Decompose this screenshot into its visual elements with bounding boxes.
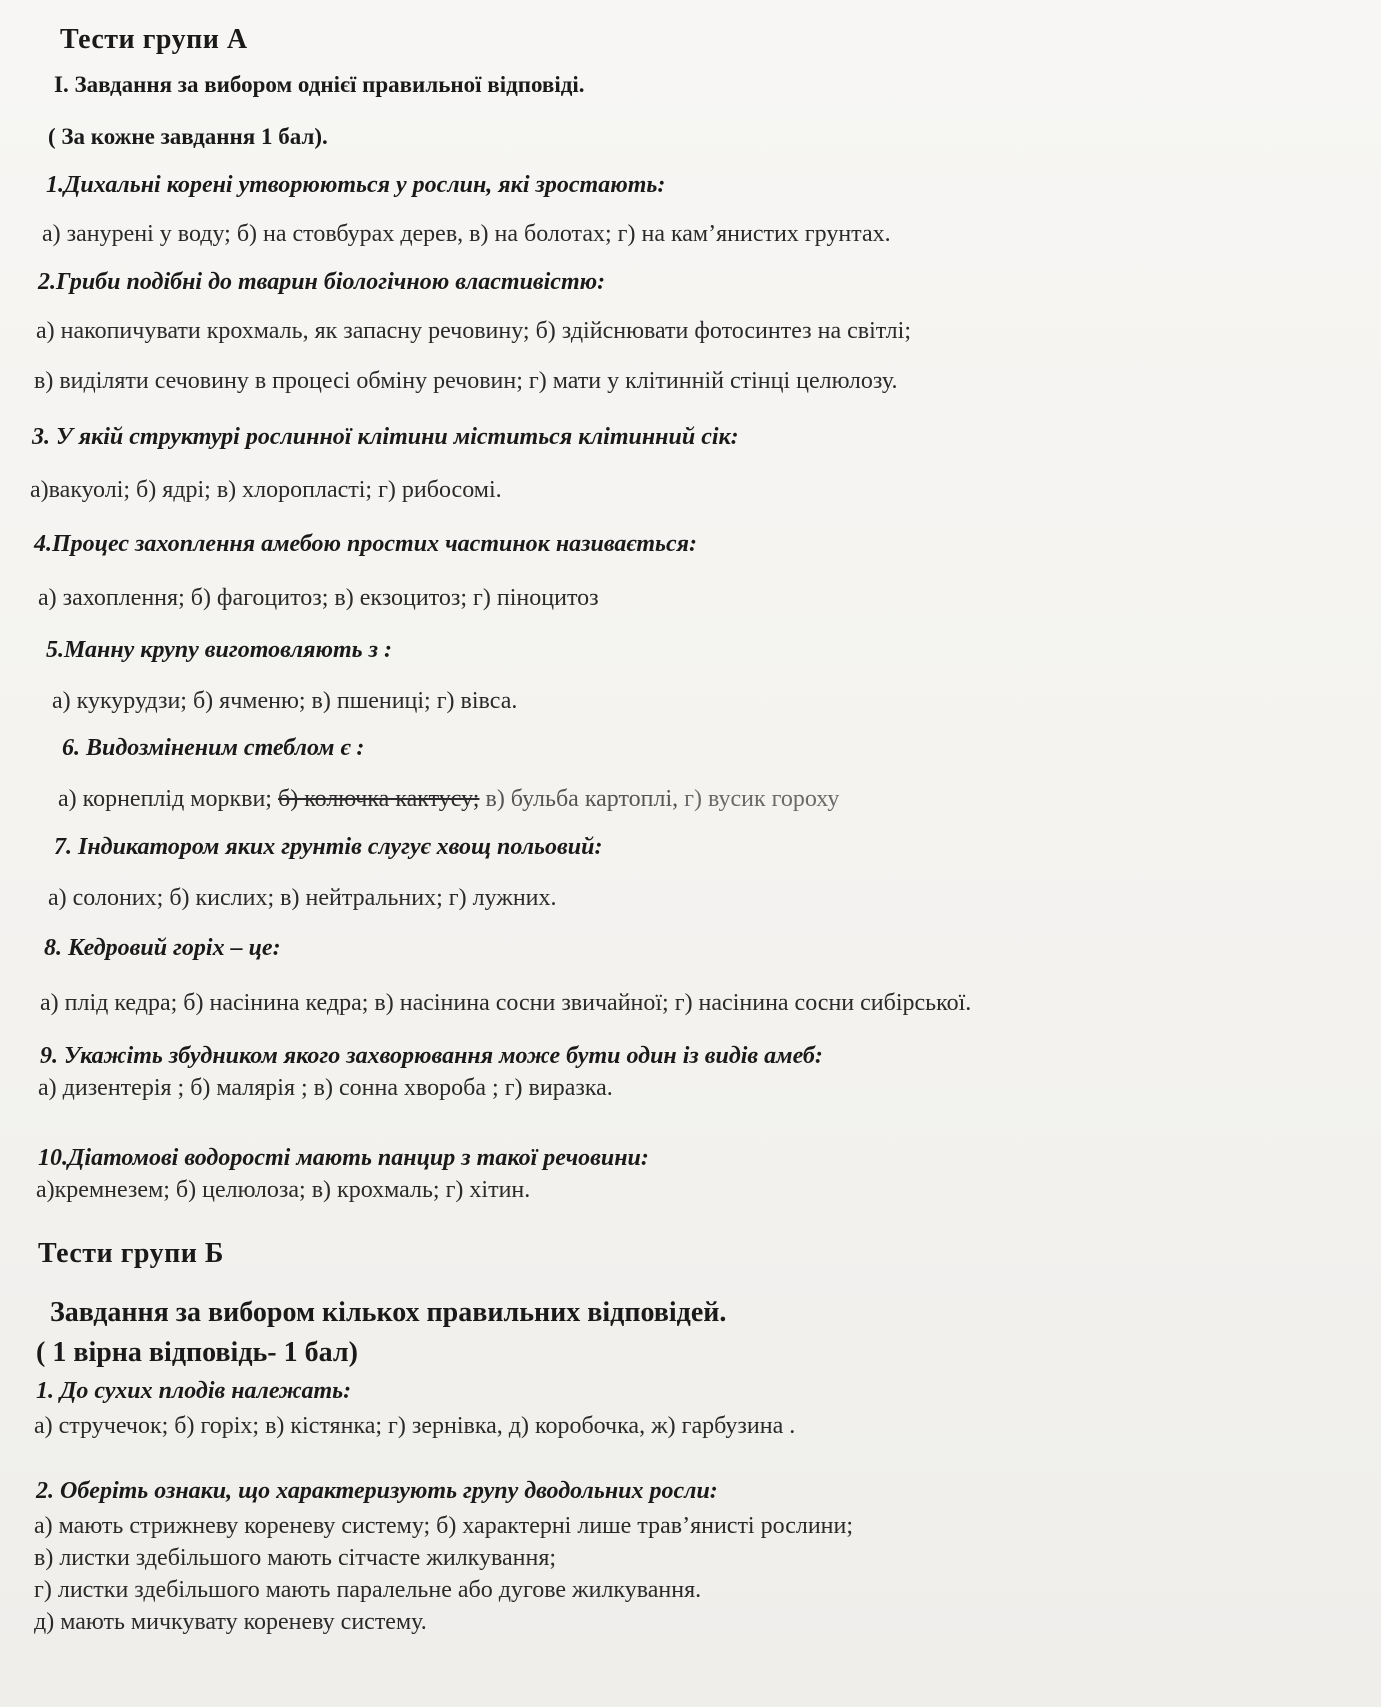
- answers-a1: а) занурені у воду; б) на стовбурах дерев, в) на болотах; г) на кам’янистих грунтах.: [42, 221, 891, 247]
- group-a-points-note: ( За кожне завдання 1 бал).: [48, 124, 328, 149]
- group-b-points-note: ( 1 вірна відповідь- 1 бал): [36, 1337, 358, 1368]
- question-a6: 6. Видозміненим стеблом є :: [62, 735, 365, 761]
- question-b1: 1. До сухих плодів належать:: [36, 1378, 352, 1404]
- answers-b2-line2: в) листки здебільшого мають сітчасте жилкування;: [34, 1545, 557, 1571]
- answers-b1: а) стручечок; б) горіх; в) кістянка; г) зернівка, д) коробочка, ж) гарбузина .: [34, 1413, 796, 1439]
- answers-a2-line2: в) виділяти сечовину в процесі обміну речовин; г) мати у клітинній стінці целюлозу.: [34, 368, 898, 394]
- answers-a2-line1: а) накопичувати крохмаль, як запасну речовину; б) здійснювати фотосинтез на світлі;: [36, 318, 911, 344]
- answers-a6: [58, 786, 839, 814]
- question-a5: 5.Манну крупу виготовляють з :: [46, 637, 392, 663]
- group-a-section-title: І. Завдання за вибором однієї правильної відповіді.: [54, 72, 585, 97]
- answers-a4: а) захоплення; б) фагоцитоз; в) екзоцитоз; г) піноцитоз: [38, 585, 599, 611]
- answer-a6-b: б) колючка кактусу;: [277, 786, 480, 812]
- question-a10: 10.Діатомові водорості мають панцир з такої речовини:: [38, 1145, 649, 1171]
- answer-a6-d: г) вусик гороху: [684, 786, 840, 812]
- question-a7: 7. Індикатором яких грунтів слугує хвощ польовий:: [54, 834, 603, 860]
- answers-b2-line3: г) листки здебільшого мають паралельне або дугове жилкування.: [34, 1577, 702, 1603]
- group-a-title: Тести групи А: [60, 24, 248, 55]
- answers-a7: а) солоних; б) кислих; в) нейтральних; г) лужних.: [48, 885, 557, 911]
- question-b2: 2. Оберіть ознаки, що характеризують групу дводольних росли:: [36, 1478, 718, 1504]
- question-a8: 8. Кедровий горіх – це:: [44, 935, 281, 961]
- answer-a6-c: в) бульба картоплі,: [485, 786, 679, 812]
- answers-b2-line1: а) мають стрижневу кореневу систему; б) характерні лише трав’янисті рослини;: [34, 1513, 854, 1539]
- answers-b2-line4: д) мають мичкувату кореневу систему.: [34, 1609, 427, 1635]
- question-a4: 4.Процес захоплення амебою простих частинок називається:: [34, 531, 698, 557]
- answers-a5: а) кукурудзи; б) ячменю; в) пшениці; г) вівса.: [52, 688, 518, 714]
- answer-a6-a: а) корнеплід моркви;: [58, 786, 272, 812]
- answers-a8: а) плід кедра; б) насінина кедра; в) насінина сосни звичайної; г) насінина сосни сибірської.: [40, 990, 972, 1016]
- group-b-section-title: Завдання за вибором кількох правильних відповідей.: [50, 1297, 727, 1328]
- answers-a3: а)вакуолі; б) ядрі; в) хлоропласті; г) рибосомі.: [30, 477, 502, 503]
- answers-a10: а)кремнезем; б) целюлоза; в) крохмаль; г) хітин.: [36, 1177, 531, 1203]
- question-a2: 2.Гриби подібні до тварин біологічною властивістю:: [38, 269, 606, 295]
- group-b-title: Тести групи Б: [38, 1238, 224, 1269]
- question-a1: 1.Дихальні корені утворюються у рослин, які зростають:: [46, 172, 666, 198]
- question-a9: 9. Укажіть збудником якого захворювання може бути один із видів амеб:: [40, 1043, 823, 1069]
- question-a3: 3. У якій структурі рослинної клітини міститься клітинний сік:: [32, 424, 739, 450]
- answers-a9: а) дизентерія ; б) малярія ; в) сонна хвороба ; г) виразка.: [38, 1075, 613, 1101]
